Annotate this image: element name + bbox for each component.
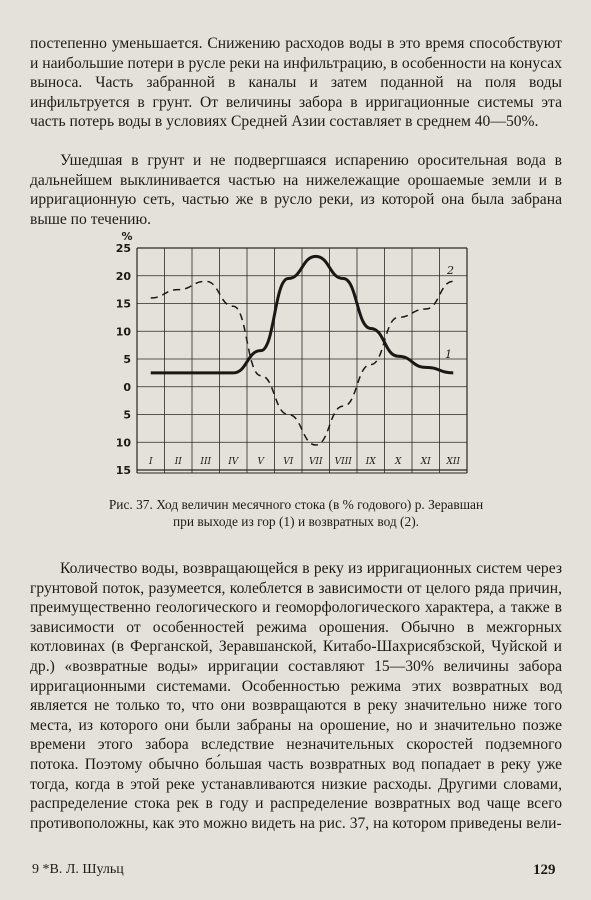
y-tick-label: 15: [115, 297, 131, 311]
y-tick-label: 20: [115, 269, 131, 283]
x-tick-label: IV: [228, 457, 239, 467]
y-tick-label: 15: [115, 464, 131, 477]
printer-signature: 9 *В. Л. Шульц: [32, 862, 124, 877]
series-1-label: 1: [445, 347, 452, 361]
x-tick-label: XI: [420, 457, 431, 467]
x-tick-label: VIII: [334, 457, 352, 467]
y-tick-label: 5: [123, 408, 131, 422]
x-tick-label: XII: [446, 457, 461, 467]
x-tick-label: III: [200, 457, 212, 467]
y-tick-label: 10: [115, 325, 131, 339]
runoff-chart: [112, 230, 482, 495]
y-tick-label: 25: [115, 242, 131, 255]
x-tick-label: II: [174, 457, 182, 467]
page-number: 129: [533, 862, 556, 878]
x-tick-label: IX: [365, 457, 376, 467]
x-tick-label: I: [148, 457, 153, 467]
paragraph-2: Ушедшая в грунт и не подвергшаяся испарению оросительная вода в дальнейшем выклинивается частью на нижележащие орошаемые земли и в ирригационную сеть, частью же в русло реки, из которой она была забрана выше по течению.: [30, 152, 562, 228]
series-2-label: 2: [447, 264, 454, 278]
figure-37: [112, 230, 482, 495]
y-tick-label: 10: [115, 436, 131, 450]
y-tick-label: 5: [123, 353, 131, 366]
y-axis-label: %: [121, 230, 133, 243]
y-tick-label: 0: [123, 380, 131, 394]
figure-caption: Рис. 37. Ход величин месячного стока (в % годового) р. Зеравшан при выходе из гор (1) и возвратных вод (2).: [108, 497, 484, 529]
x-tick-label: X: [395, 457, 402, 467]
x-tick-label: V: [257, 457, 264, 467]
x-tick-label: VII: [308, 457, 323, 467]
x-tick-label: VI: [283, 457, 294, 467]
paragraph-3: Количество воды, возвращающейся в реку из ирригационных систем через грунтовой поток, разумеется, колеблется в зависимости от целого ряда причин, преимущественно геологического и геоморфологического характера, а также в зависимости от особенностей режима орошения. Обычно в межгорных котловинах (в Ферганской, Зеравшанской, Китабо-Шахрисябзской, Чуйской и др.) «возвратные воды» ирригации составляют 15—30% величины забора ирригационными системами. Особенностью режима этих возвратных вод является не только то, что они возвращаются в реку значительно ниже того места, из которого они были забраны на орошение, но и значительно позже времени этого забора вследствие незначительных скоростей подземного потока. Поэтому обычно бо́льшая часть возвратных вод попадает в реку уже тогда, когда в этой реке устанавливаются низкие расходы. Другими словами, распределение стока рек в году и распределение возвратных вод чаще всего противоположны, как это можно видеть на рис. 37, на котором приведены вели-: [30, 560, 562, 832]
paragraph-1: постепенно уменьшается. Снижению расходов воды в это время способствуют и наибольшие потери в русле реки на инфильтрацию, в особенности на конусах выноса. Часть забранной в каналы и затем поданной на поля воды инфильтруется в грунт. От величины забора в ирригационные системы эта часть потерь воды в условиях Средней Азии составляет в среднем 40—50%.: [30, 35, 562, 131]
